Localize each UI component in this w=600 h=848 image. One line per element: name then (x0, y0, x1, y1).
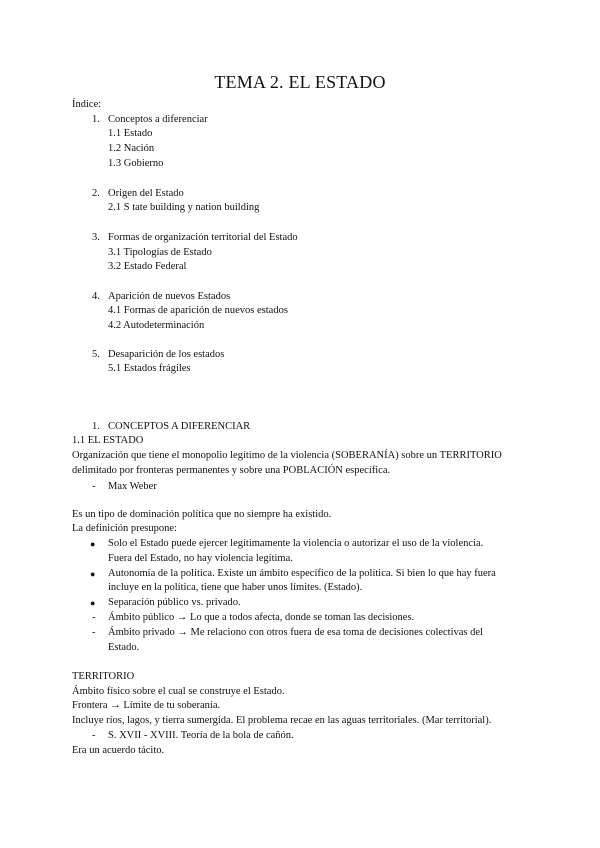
author-attribution: Max Weber (108, 481, 157, 492)
dash-marker: - (92, 730, 96, 741)
paragraph: Es un tipo de dominación política que no siempre ha existido. (72, 509, 332, 520)
bullet-marker: ● (90, 598, 96, 608)
dash-marker: - (92, 612, 96, 623)
index-item-label: Desaparición de los estados (108, 349, 225, 360)
bullet-marker: ● (90, 569, 96, 579)
dash-item-text: Estado. (108, 642, 140, 653)
index-item-number: 1. (92, 114, 100, 125)
index-subitem: 3.1 Tipologías de Estado (108, 247, 212, 258)
dash-item-text: S. XVII - XVIII. Teoría de la bola de cañón. (108, 730, 294, 741)
index-subitem: 4.2 Autodeterminación (108, 320, 205, 331)
page-title: TEMA 2. EL ESTADO (214, 72, 386, 92)
index-subitem: 2.1 S tate building y nation building (108, 202, 260, 213)
bullet-marker: ● (90, 539, 96, 549)
index-subitem: 1.3 Gobierno (108, 158, 164, 169)
index-item-label: Conceptos a diferenciar (108, 114, 208, 125)
dash-marker: - (92, 627, 96, 638)
dash-item-text: Ámbito público → Lo que a todos afecta, donde se toman las decisiones. (108, 612, 415, 623)
dash-item-text: Ámbito privado → Me relaciono con otros fuera de esa toma de decisiones colectivas del (108, 627, 483, 638)
index-item-number: 5. (92, 349, 100, 360)
bullet-text: incluye en la política, tiene que haber unos límites. (Estado). (108, 582, 363, 593)
index-subitem: 3.2 Estado Federal (108, 261, 187, 272)
paragraph: Ámbito físico sobre el cual se construye el Estado. (72, 686, 285, 697)
paragraph: Frontera → Límite de tu soberanía. (72, 700, 221, 711)
index-item-number: 4. (92, 291, 100, 302)
paragraph: La definición presupone: (72, 523, 177, 534)
index-subitem: 1.2 Nación (108, 143, 155, 154)
index-subitem: 1.1 Estado (108, 128, 153, 139)
dash-marker: - (92, 481, 96, 492)
paragraph: Incluye ríos, lagos, y tierra sumergida. El problema recae en las aguas territoriales. (Mar territorial). (72, 715, 492, 726)
index-item-label: Formas de organización territorial del Estado (108, 232, 298, 243)
bullet-text: Solo el Estado puede ejercer legítimamente la violencia o autorizar el uso de la violencia. (108, 538, 484, 549)
bullet-text: Autonomía de la política. Existe un ámbito específico de la política. Si bien lo que hay fuera (108, 568, 496, 579)
index-subitem: 5.1 Estados frágiles (108, 363, 191, 374)
paragraph: Era un acuerdo tácito. (72, 745, 165, 756)
section-number: 1. (92, 421, 100, 432)
index-subitem: 4.1 Formas de aparición de nuevos estados (108, 305, 288, 316)
index-item-number: 2. (92, 188, 100, 199)
index-label: Índice: (72, 99, 102, 110)
section-heading: CONCEPTOS A DIFERENCIAR (108, 421, 251, 432)
index-item-number: 3. (92, 232, 100, 243)
index-item-label: Origen del Estado (108, 188, 184, 199)
territory-heading: TERRITORIO (72, 671, 135, 682)
bullet-text: Fuera del Estado, no hay violencia legítima. (108, 553, 293, 564)
bullet-text: Separación público vs. privado. (108, 597, 241, 608)
subsection-heading: 1.1 EL ESTADO (72, 435, 144, 446)
definition-text: Organización que tiene el monopolio legítimo de la violencia (SOBERANÍA) sobre un TERRITORIO (72, 450, 502, 461)
index-item-label: Aparición de nuevos Estados (108, 291, 231, 302)
definition-text: delimitado por fronteras permanentes y sobre una POBLACIÓN específica. (72, 465, 391, 476)
